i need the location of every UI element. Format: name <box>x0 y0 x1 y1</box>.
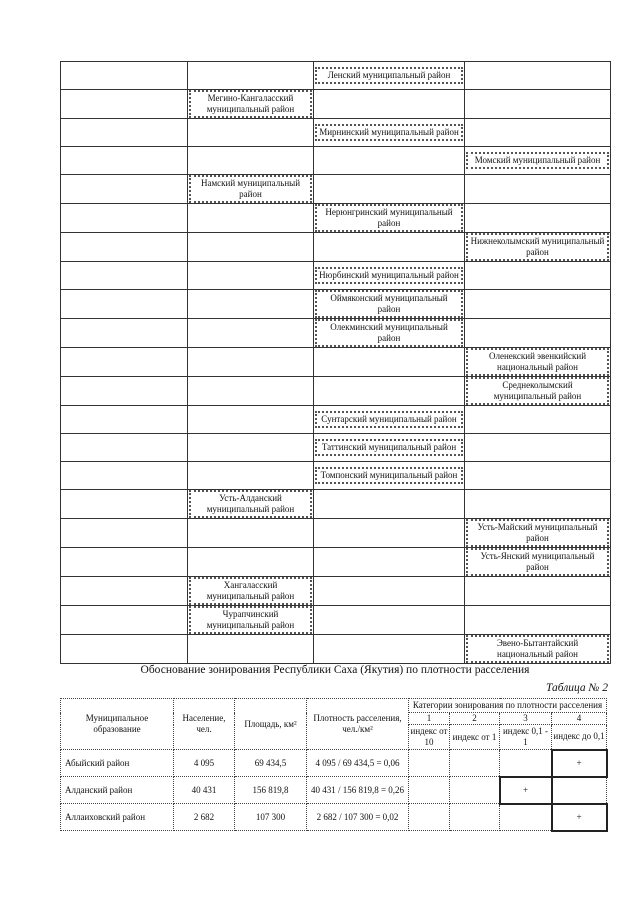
table-row <box>61 377 611 406</box>
table-cell <box>465 377 611 406</box>
district-name: Оймяконский муниципальный район <box>315 290 463 318</box>
table-cell <box>188 635 314 664</box>
table-cell <box>314 462 465 490</box>
table-cell <box>61 290 188 319</box>
table-row <box>61 233 611 262</box>
districts-table <box>60 61 611 664</box>
table-cell <box>465 635 611 664</box>
table-row <box>61 90 611 119</box>
table-row <box>61 204 611 233</box>
district-name: Ленский муниципальный район <box>315 67 463 84</box>
table-cell <box>314 204 465 233</box>
table-cell <box>188 462 314 490</box>
district-name: Среднеколымский муниципальный район <box>466 377 609 405</box>
table-cell <box>314 233 465 262</box>
table-row <box>61 290 611 319</box>
density-table <box>60 698 608 832</box>
table-cell <box>465 606 611 635</box>
table-cell <box>188 406 314 434</box>
table-cell <box>188 490 314 519</box>
table-cell <box>465 233 611 262</box>
cell-name: Аллаиховский район <box>61 804 174 831</box>
cell-name: Алданский район <box>61 777 174 804</box>
table-cell <box>188 119 314 147</box>
table-caption: Обоснование зонирования Республики Саха (Якутия) по плотности расселения <box>140 664 530 676</box>
header-population: Население, чел. <box>174 699 235 750</box>
table-cell <box>465 490 611 519</box>
header-density: Плотность расселения, чел./км² <box>307 699 409 750</box>
table-cell <box>314 577 465 606</box>
table-cell <box>314 119 465 147</box>
table-row <box>61 262 611 290</box>
table-cell <box>61 147 188 175</box>
table-row <box>61 348 611 377</box>
district-name: Томпонский муниципальный район <box>315 467 463 484</box>
header-area: Площадь, км² <box>235 699 307 750</box>
table-cell <box>465 548 611 577</box>
category-cell <box>409 750 450 777</box>
table-row <box>61 519 611 548</box>
table-cell <box>188 319 314 348</box>
table-cell <box>465 462 611 490</box>
table-cell <box>314 62 465 90</box>
table-cell <box>314 348 465 377</box>
table-cell <box>61 119 188 147</box>
table-cell <box>465 175 611 204</box>
table-cell <box>188 204 314 233</box>
cat-range: индекс от 10 <box>409 725 450 750</box>
category-cell <box>500 804 552 831</box>
table-row <box>61 490 611 519</box>
table-row <box>61 319 611 348</box>
table-cell <box>188 90 314 119</box>
district-name: Нижнеколымский муниципальный район <box>466 233 609 261</box>
category-mark: + <box>500 777 552 804</box>
table-cell <box>188 606 314 635</box>
cell-area: 156 819,8 <box>235 777 307 804</box>
table-cell <box>465 406 611 434</box>
table-row <box>61 804 607 831</box>
table-cell <box>314 519 465 548</box>
table-cell <box>314 406 465 434</box>
table-cell <box>188 519 314 548</box>
table-cell <box>61 548 188 577</box>
table-cell <box>188 434 314 462</box>
cell-density: 4 095 / 69 434,5 = 0,06 <box>307 750 409 777</box>
table-cell <box>188 577 314 606</box>
table-row <box>61 606 611 635</box>
cell-name: Абыйский район <box>61 750 174 777</box>
table-cell <box>61 204 188 233</box>
cell-density: 2 682 / 107 300 = 0,02 <box>307 804 409 831</box>
category-cell <box>450 777 500 804</box>
table-cell <box>61 262 188 290</box>
table-cell <box>61 406 188 434</box>
table-cell <box>465 577 611 606</box>
table-row <box>61 548 611 577</box>
category-cell <box>450 750 500 777</box>
table-cell <box>465 147 611 175</box>
table-cell <box>465 519 611 548</box>
table-cell <box>314 490 465 519</box>
category-cell <box>409 777 450 804</box>
cat-range: индекс от 1 <box>450 725 500 750</box>
table-row <box>61 62 611 90</box>
table-cell <box>188 62 314 90</box>
table-cell <box>61 519 188 548</box>
table-cell <box>314 175 465 204</box>
cat-number: 2 <box>450 713 500 725</box>
table-cell <box>314 90 465 119</box>
table-cell <box>61 90 188 119</box>
table-cell <box>465 204 611 233</box>
category-mark: + <box>552 804 607 831</box>
cell-area: 69 434,5 <box>235 750 307 777</box>
table-row <box>61 175 611 204</box>
table-row <box>61 147 611 175</box>
table-cell <box>61 606 188 635</box>
table-cell <box>314 147 465 175</box>
table-cell <box>61 577 188 606</box>
category-cell <box>500 750 552 777</box>
table-cell <box>61 635 188 664</box>
cat-number: 1 <box>409 713 450 725</box>
table-cell <box>314 377 465 406</box>
header-categories: Категории зонирования по плотности расселения <box>409 699 607 713</box>
table-cell <box>188 348 314 377</box>
district-name: Нюрбинский муниципальный район <box>315 267 463 284</box>
table-row <box>61 577 611 606</box>
table-cell <box>188 175 314 204</box>
table-cell <box>465 62 611 90</box>
district-name: Таттинский муниципальный район <box>315 439 463 456</box>
table-cell <box>61 490 188 519</box>
table-row <box>61 434 611 462</box>
district-name: Олекминский муниципальный район <box>315 319 463 347</box>
table-number: Таблица № 2 <box>546 682 608 694</box>
district-name: Усть-Янский муниципальный район <box>466 548 609 576</box>
category-mark: + <box>552 750 607 777</box>
district-name: Мирнинский муниципальный район <box>315 124 463 141</box>
table-cell <box>465 348 611 377</box>
table-cell <box>61 175 188 204</box>
district-name: Чурапчинский муниципальный район <box>189 606 312 634</box>
district-name: Усть-Майский муниципальный район <box>466 519 609 547</box>
district-name: Сунтарский муниципальный район <box>315 411 463 428</box>
cat-range: индекс до 0,1 <box>552 725 607 750</box>
table-cell <box>61 377 188 406</box>
table-cell <box>465 290 611 319</box>
cell-population: 40 431 <box>174 777 235 804</box>
table-cell <box>314 262 465 290</box>
table-cell <box>314 635 465 664</box>
table-cell <box>188 262 314 290</box>
cat-range: индекс 0,1 - 1 <box>500 725 552 750</box>
table-cell <box>61 434 188 462</box>
table-row <box>61 635 611 664</box>
table-row <box>61 777 607 804</box>
table-cell <box>465 434 611 462</box>
table-cell <box>314 319 465 348</box>
table-cell <box>61 62 188 90</box>
cell-population: 2 682 <box>174 804 235 831</box>
table-cell <box>188 548 314 577</box>
district-name: Оленекский эвенкийский национальный район <box>466 348 609 376</box>
table-cell <box>188 233 314 262</box>
category-cell <box>552 777 607 804</box>
table-cell <box>314 606 465 635</box>
district-name: Хангаласский муниципальный район <box>189 577 312 605</box>
cell-density: 40 431 / 156 819,8 = 0,26 <box>307 777 409 804</box>
district-name: Усть-Алданский муниципальный район <box>189 490 312 518</box>
district-name: Эвено-Бытантайский национальный район <box>466 635 609 663</box>
district-name: Момский муниципальный район <box>466 152 609 169</box>
table-cell <box>61 319 188 348</box>
table-cell <box>61 462 188 490</box>
district-name: Мегино-Кангаласский муниципальный район <box>189 90 312 118</box>
table-cell <box>314 434 465 462</box>
table-row <box>61 119 611 147</box>
table-row <box>61 462 611 490</box>
table-cell <box>188 290 314 319</box>
table-cell <box>188 377 314 406</box>
category-cell <box>409 804 450 831</box>
table-row <box>61 750 607 777</box>
table-cell <box>188 147 314 175</box>
header-municipality: Муниципальное образование <box>61 699 174 750</box>
category-cell <box>450 804 500 831</box>
table-cell <box>465 262 611 290</box>
table-cell <box>314 290 465 319</box>
cat-number: 4 <box>552 713 607 725</box>
cat-number: 3 <box>500 713 552 725</box>
cell-area: 107 300 <box>235 804 307 831</box>
table-cell <box>61 233 188 262</box>
table-cell <box>61 348 188 377</box>
table-row <box>61 406 611 434</box>
table-cell <box>465 119 611 147</box>
table-cell <box>465 319 611 348</box>
table-cell <box>314 548 465 577</box>
table-cell <box>465 90 611 119</box>
district-name: Намский муниципальный район <box>189 175 312 203</box>
cell-population: 4 095 <box>174 750 235 777</box>
district-name: Нерюнгринский муниципальный район <box>315 204 463 232</box>
